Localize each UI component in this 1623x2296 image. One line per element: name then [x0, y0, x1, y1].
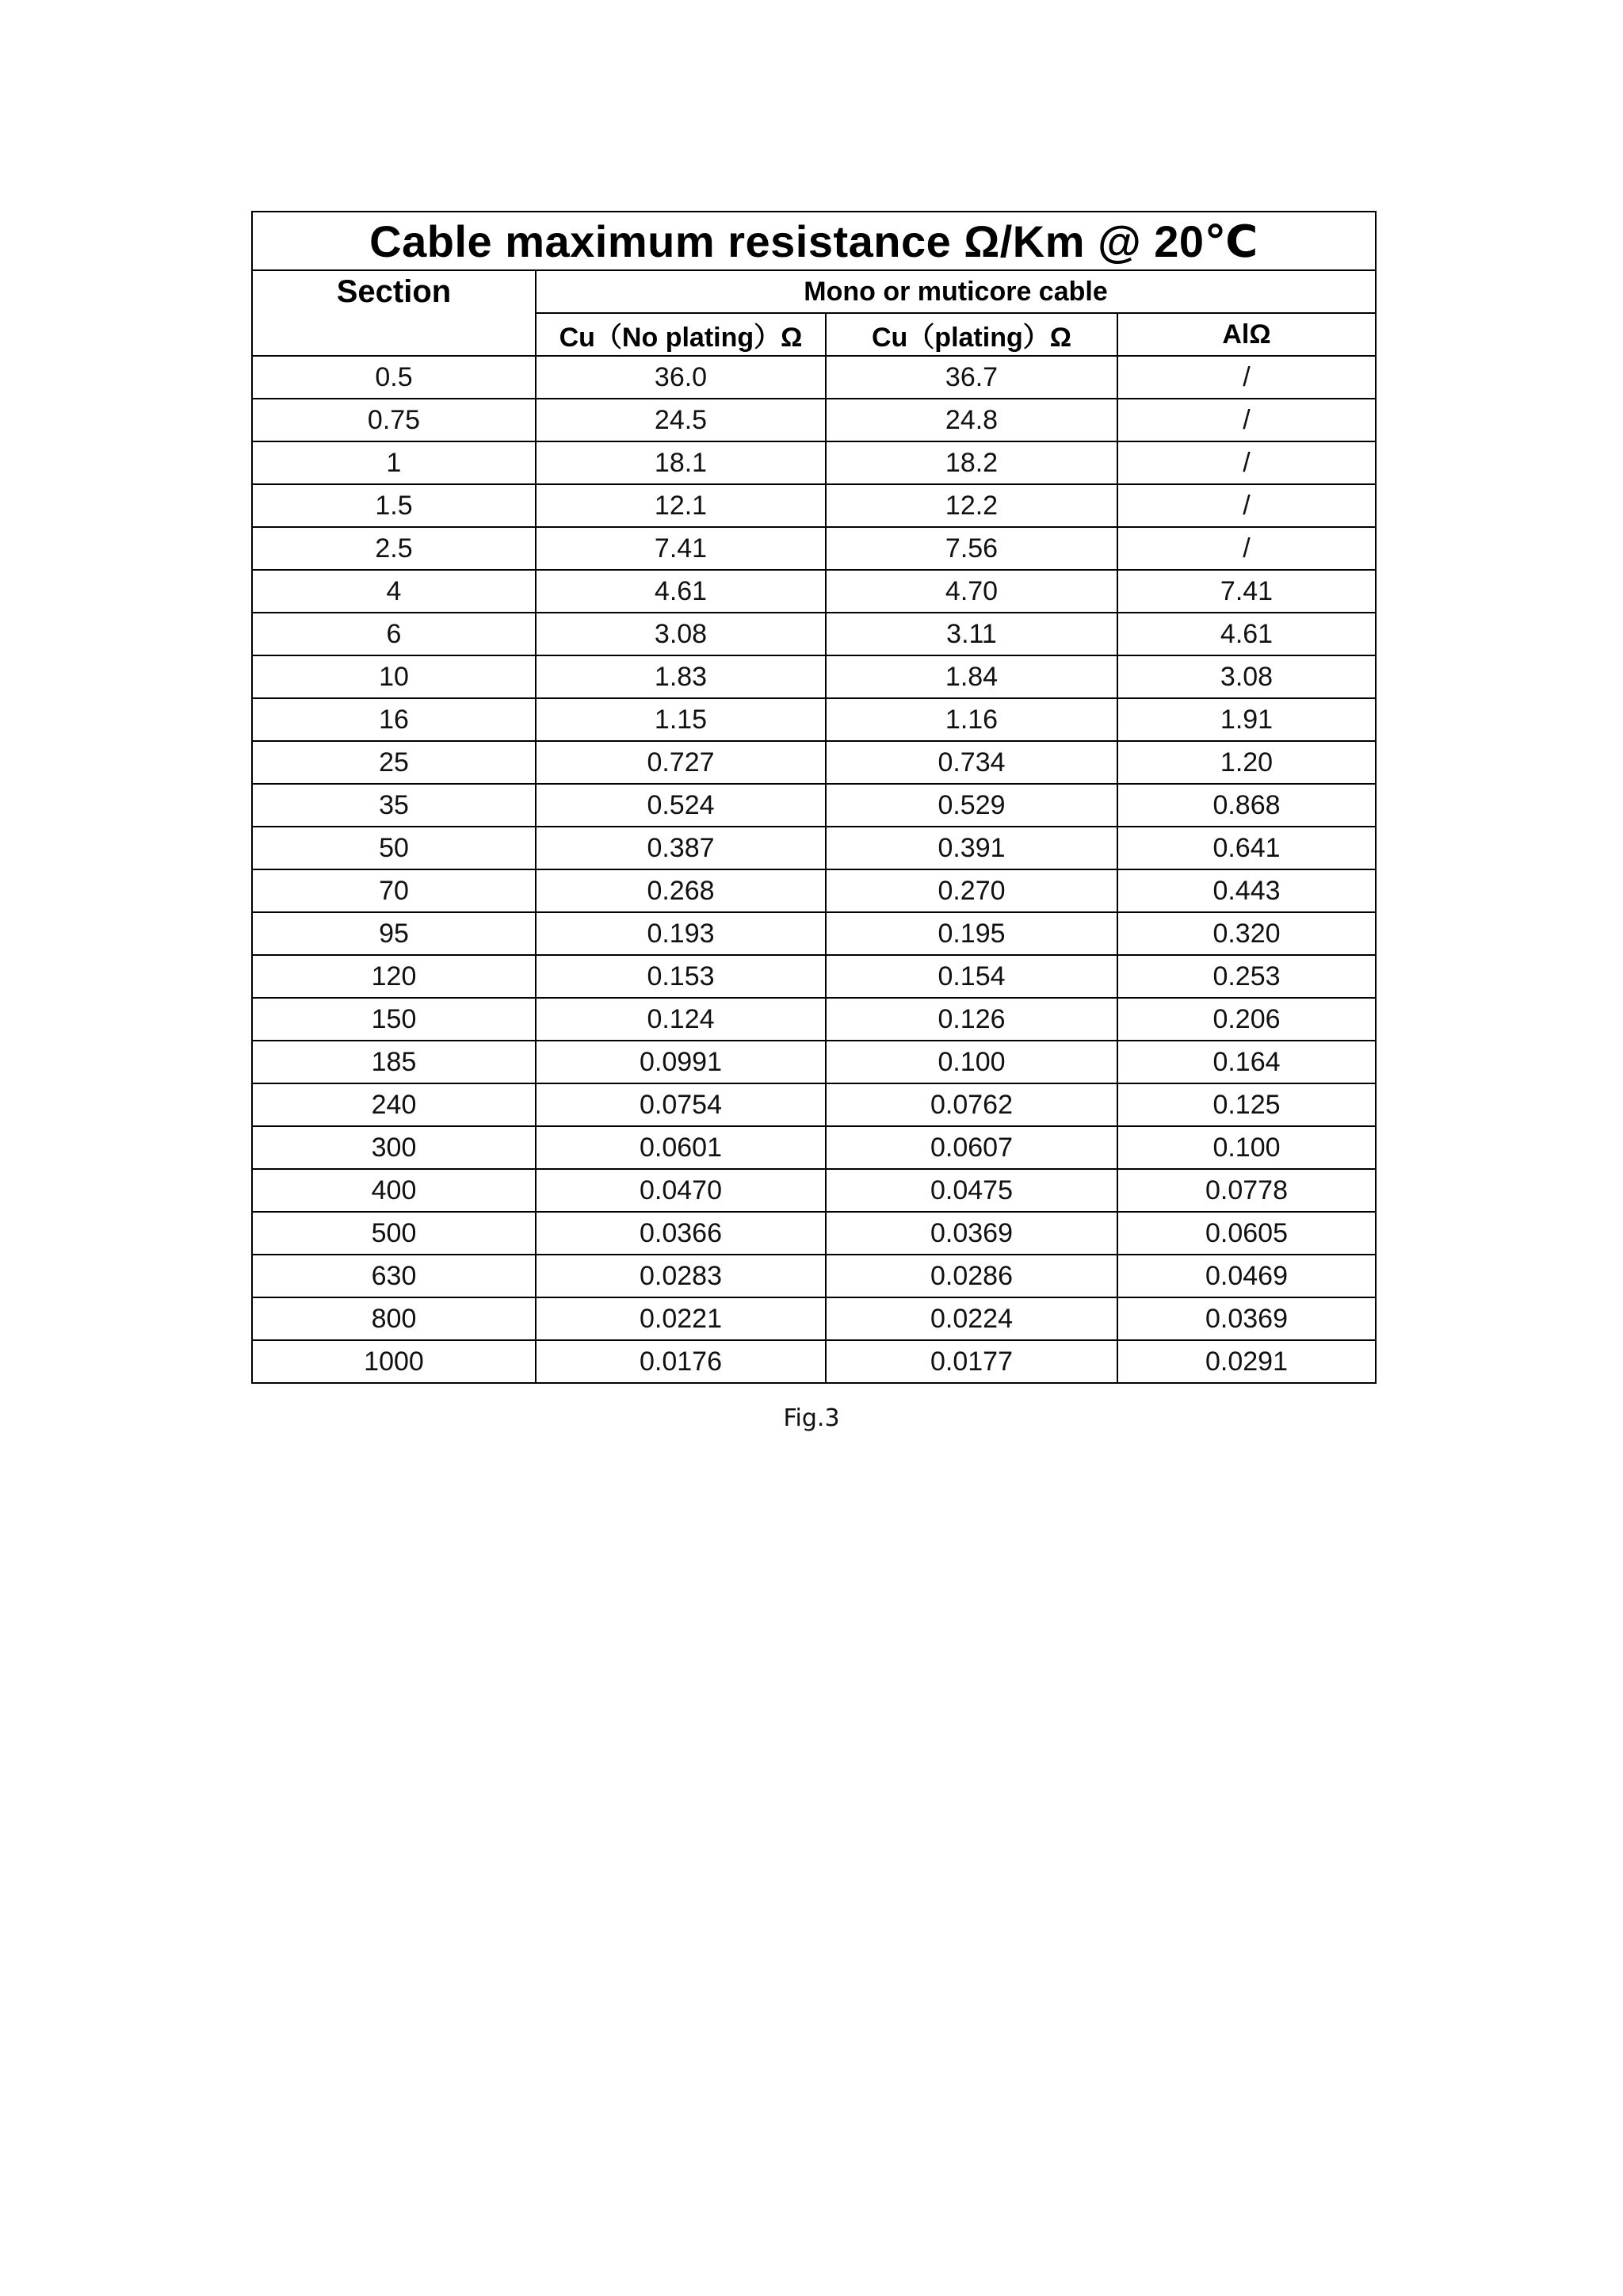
table-cell: 800	[252, 1297, 536, 1340]
table-cell: 120	[252, 955, 536, 998]
table-cell: 12.1	[536, 484, 826, 527]
table-cell: 10	[252, 655, 536, 698]
table-cell: 0.320	[1117, 912, 1376, 955]
table-row	[252, 1255, 1376, 1297]
table-cell: 185	[252, 1041, 536, 1083]
table-cell: 35	[252, 784, 536, 827]
table-row	[252, 655, 1376, 698]
table-cell: 0.0369	[826, 1212, 1117, 1255]
table-cell: 0.524	[536, 784, 826, 827]
table-cell: 0.206	[1117, 998, 1376, 1041]
table-cell: 36.7	[826, 356, 1117, 399]
table-cell: 0.5	[252, 356, 536, 399]
resistance-table	[251, 211, 1377, 1384]
table-cell: 0.641	[1117, 827, 1376, 869]
table-cell: 0.0369	[1117, 1297, 1376, 1340]
table-cell: 36.0	[536, 356, 826, 399]
table-title: Cable maximum resistance Ω/Km @ 20℃	[252, 212, 1376, 270]
table-cell: 16	[252, 698, 536, 741]
table-row	[252, 1340, 1376, 1383]
table-cell: 150	[252, 998, 536, 1041]
table-cell: 3.08	[1117, 655, 1376, 698]
table-cell: 0.0176	[536, 1340, 826, 1383]
table-cell: 0.0754	[536, 1083, 826, 1126]
table-cell: 0.868	[1117, 784, 1376, 827]
table-row	[252, 1169, 1376, 1212]
table-cell: 0.734	[826, 741, 1117, 784]
table-cell: 0.0762	[826, 1083, 1117, 1126]
table-cell: 0.164	[1117, 1041, 1376, 1083]
table-row	[252, 613, 1376, 655]
table-cell: 0.727	[536, 741, 826, 784]
table-cell: 400	[252, 1169, 536, 1212]
table-cell: 300	[252, 1126, 536, 1169]
table-cell: 0.100	[1117, 1126, 1376, 1169]
table-cell: 0.253	[1117, 955, 1376, 998]
table-cell: 0.0366	[536, 1212, 826, 1255]
table-cell: 0.0224	[826, 1297, 1117, 1340]
table-cell: 0.75	[252, 399, 536, 441]
table-cell: 240	[252, 1083, 536, 1126]
table-cell: 50	[252, 827, 536, 869]
table-body	[252, 356, 1376, 1383]
table-row	[252, 527, 1376, 570]
table-cell: 2.5	[252, 527, 536, 570]
table-cell: 0.270	[826, 869, 1117, 912]
table-cell: 0.0607	[826, 1126, 1117, 1169]
table-cell: 0.125	[1117, 1083, 1376, 1126]
table-cell: 25	[252, 741, 536, 784]
table-row	[252, 998, 1376, 1041]
table-row	[252, 1126, 1376, 1169]
table-cell: 70	[252, 869, 536, 912]
table-cell: /	[1117, 441, 1376, 484]
table-cell: 0.154	[826, 955, 1117, 998]
table-cell: /	[1117, 356, 1376, 399]
table-cell: 7.41	[1117, 570, 1376, 613]
table-cell: /	[1117, 484, 1376, 527]
table-cell: 0.0469	[1117, 1255, 1376, 1297]
table-cell: 1.84	[826, 655, 1117, 698]
table-cell: 0.0286	[826, 1255, 1117, 1297]
table-cell: 1.5	[252, 484, 536, 527]
table-cell: 1.16	[826, 698, 1117, 741]
table-cell: 0.0470	[536, 1169, 826, 1212]
table-cell: 0.0291	[1117, 1340, 1376, 1383]
table-cell: 0.0221	[536, 1297, 826, 1340]
table-cell: 1	[252, 441, 536, 484]
table-cell: 1.20	[1117, 741, 1376, 784]
table-cell: 0.387	[536, 827, 826, 869]
table-row	[252, 356, 1376, 399]
table-cell: 1000	[252, 1340, 536, 1383]
table-cell: 6	[252, 613, 536, 655]
table-cell: 500	[252, 1212, 536, 1255]
table-cell: 18.2	[826, 441, 1117, 484]
table-cell: 630	[252, 1255, 536, 1297]
table-row	[252, 1212, 1376, 1255]
table-row	[252, 1083, 1376, 1126]
table-cell: 0.0283	[536, 1255, 826, 1297]
resistance-table-container	[251, 211, 1375, 1384]
table-cell: 1.15	[536, 698, 826, 741]
table-cell: /	[1117, 399, 1376, 441]
table-cell: 0.124	[536, 998, 826, 1041]
table-row	[252, 1041, 1376, 1083]
table-cell: 0.0475	[826, 1169, 1117, 1212]
table-row	[252, 741, 1376, 784]
table-cell: 12.2	[826, 484, 1117, 527]
table-row	[252, 1297, 1376, 1340]
table-cell: /	[1117, 527, 1376, 570]
table-row	[252, 912, 1376, 955]
column-header-cu-no-plating: Cu（No plating）Ω	[536, 313, 826, 356]
table-cell: 4.61	[536, 570, 826, 613]
table-row	[252, 827, 1376, 869]
table-row	[252, 399, 1376, 441]
table-cell: 0.0991	[536, 1041, 826, 1083]
table-cell: 4	[252, 570, 536, 613]
table-cell: 0.193	[536, 912, 826, 955]
table-cell: 0.153	[536, 955, 826, 998]
table-cell: 0.0778	[1117, 1169, 1376, 1212]
table-cell: 4.61	[1117, 613, 1376, 655]
table-cell: 0.0177	[826, 1340, 1117, 1383]
column-header-al: AlΩ	[1117, 313, 1376, 356]
table-cell: 0.100	[826, 1041, 1117, 1083]
table-row	[252, 869, 1376, 912]
table-cell: 0.195	[826, 912, 1117, 955]
table-cell: 7.56	[826, 527, 1117, 570]
table-row	[252, 955, 1376, 998]
table-row	[252, 484, 1376, 527]
figure-caption: Fig.3	[783, 1404, 840, 1432]
table-cell: 95	[252, 912, 536, 955]
table-cell: 7.41	[536, 527, 826, 570]
table-cell: 3.11	[826, 613, 1117, 655]
table-cell: 4.70	[826, 570, 1117, 613]
table-cell: 1.83	[536, 655, 826, 698]
table-cell: 0.391	[826, 827, 1117, 869]
table-cell: 0.126	[826, 998, 1117, 1041]
table-cell: 0.0601	[536, 1126, 826, 1169]
table-cell: 0.0605	[1117, 1212, 1376, 1255]
table-cell: 24.8	[826, 399, 1117, 441]
table-cell: 0.529	[826, 784, 1117, 827]
table-cell: 0.268	[536, 869, 826, 912]
group-header: Mono or muticore cable	[536, 270, 1376, 313]
table-cell: 24.5	[536, 399, 826, 441]
table-row	[252, 441, 1376, 484]
table-cell: 0.443	[1117, 869, 1376, 912]
table-row	[252, 784, 1376, 827]
section-header: Section	[252, 270, 536, 356]
table-row	[252, 698, 1376, 741]
table-row	[252, 570, 1376, 613]
table-cell: 1.91	[1117, 698, 1376, 741]
table-cell: 18.1	[536, 441, 826, 484]
column-header-cu-plating: Cu（plating）Ω	[826, 313, 1117, 356]
table-cell: 3.08	[536, 613, 826, 655]
